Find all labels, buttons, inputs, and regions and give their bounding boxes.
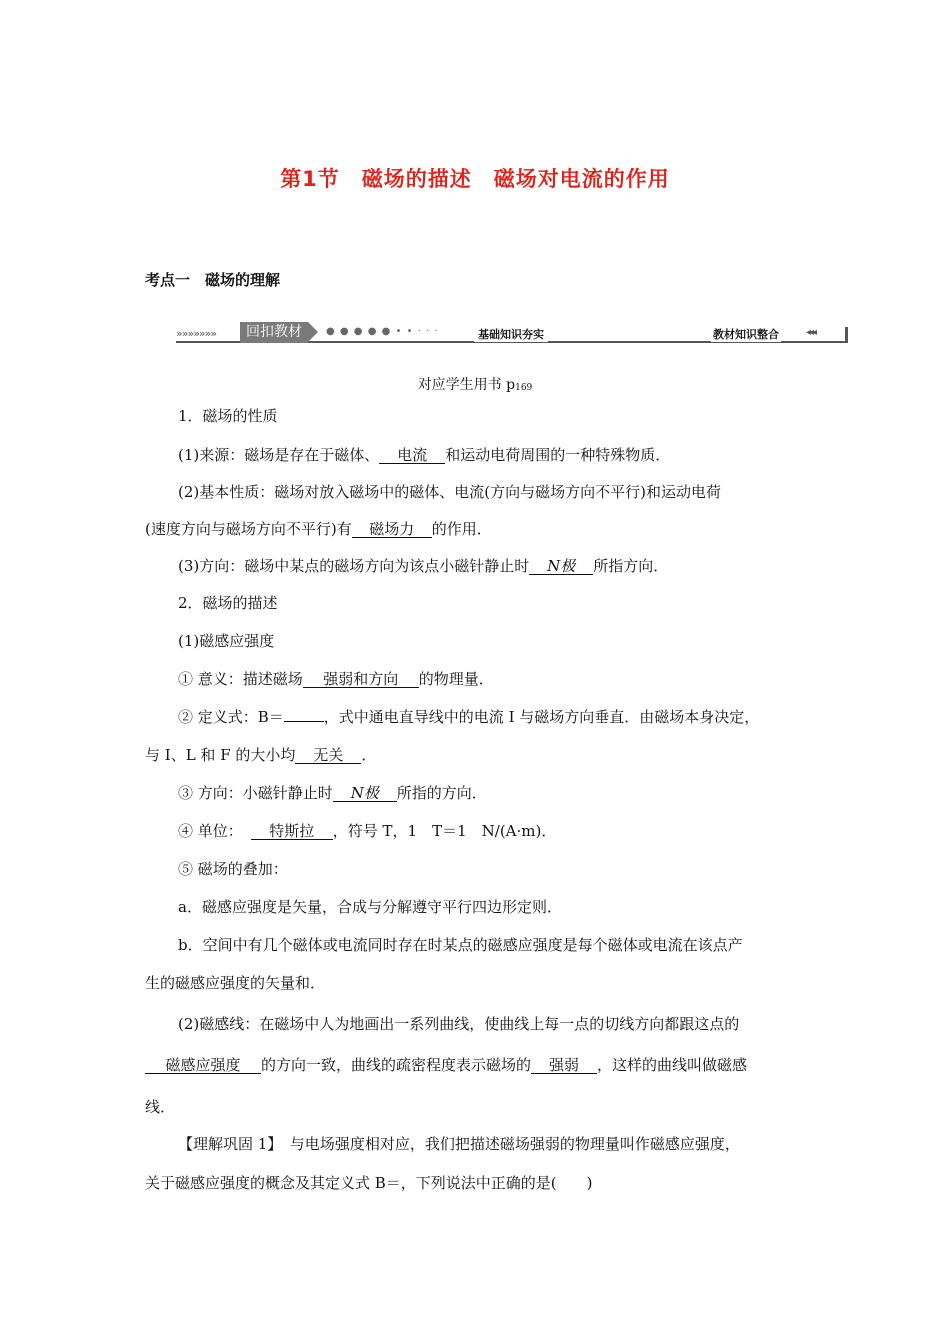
section-heading: 考点一 磁场的理解 — [145, 271, 281, 289]
text: ① 意义：描述磁场 — [178, 670, 303, 688]
text: (速度方向与磁场方向不平行)有 — [145, 520, 352, 538]
text: ，式中通电直导线中的电流 I 与磁场方向垂直．由磁场本身决定， — [323, 708, 760, 726]
page-title: 第1节 磁场的描述 磁场对电流的作用 — [280, 167, 670, 191]
line-unit — [178, 820, 950, 841]
answer-blank: 电流 — [379, 447, 445, 464]
line-property-cont — [145, 518, 950, 539]
left-arrows-icon: ◂◂◂ — [806, 327, 816, 338]
line-definition — [178, 706, 950, 727]
text: ，这样的曲线叫做磁感 — [597, 1056, 748, 1074]
dots-icon: ● ● ● ● ● • • · · · — [326, 326, 439, 337]
line-field-lines-end: 线． — [145, 1098, 176, 1116]
text: 所指方向． — [593, 557, 669, 575]
line-field-lines-cont — [145, 1054, 950, 1075]
banner-middle: 基础知识夯实 — [474, 326, 548, 342]
line-b-cont: 生的磁感应强度的矢量和． — [145, 974, 326, 992]
text: 与 I、L 和 F 的大小均 — [145, 746, 296, 764]
banner-end-bar — [845, 327, 848, 343]
answer-blank: 磁感应强度 — [145, 1057, 261, 1074]
textbook-reference — [0, 374, 950, 394]
tag-arrow-icon — [308, 322, 318, 342]
text: ② 定义式：B＝ — [178, 708, 284, 726]
chevrons-icon: »»»»»»» — [176, 327, 217, 340]
answer-blank: 无关 — [295, 747, 361, 764]
line-b: b．空间中有几个磁体或电流同时存在时某点的磁感应强度是每个磁体或电流在该点产 — [178, 936, 743, 954]
text: ③ 方向：小磁针静止时 — [178, 784, 333, 802]
sub-heading-1: (1)磁感应强度 — [178, 632, 275, 650]
exercise-line-1: 【理解巩固 1】 与电场强度相对应，我们把描述磁场强弱的物理量叫作磁感应强度， — [178, 1135, 740, 1153]
text: 的物理量． — [418, 670, 494, 688]
answer-blank: 强弱和方向 — [303, 671, 419, 688]
text: ④ 单位： — [178, 822, 243, 840]
line-source — [178, 444, 950, 465]
answer-blank — [284, 721, 324, 722]
answer-blank: N极 — [333, 785, 397, 802]
line-definition-cont — [145, 744, 950, 765]
answer-blank: 磁场力 — [352, 521, 432, 538]
ref-text: 对应学生用书 p — [417, 377, 516, 393]
text: ． — [361, 746, 377, 764]
text: 和运动电荷周围的一种特殊物质． — [445, 446, 671, 464]
line-a: a．磁感应强度是矢量，合成与分解遵守平行四边形定则． — [178, 898, 562, 916]
line-property: (2)基本性质：磁场对放入磁场中的磁体、电流(方向与磁场方向不平行)和运动电荷 — [178, 483, 721, 501]
heading-2: 2．磁场的描述 — [178, 594, 278, 612]
section-banner — [176, 322, 848, 346]
text: (3)方向：磁场中某点的磁场方向为该点小磁针静止时 — [178, 557, 530, 575]
line-direction — [178, 555, 950, 576]
text: ，符号 T，1 T＝1 N/(A·m)． — [332, 822, 557, 840]
answer-blank: 特斯拉 — [251, 823, 333, 840]
text: 的作用． — [431, 520, 492, 538]
text: (1)来源：磁场是存在于磁体、 — [178, 446, 380, 464]
answer-blank: N极 — [529, 558, 593, 575]
text: 所指的方向． — [396, 784, 487, 802]
line-meaning — [178, 668, 950, 689]
line-superposition: ⑤ 磁场的叠加： — [178, 860, 288, 878]
exercise-line-2: 关于磁感应强度的概念及其定义式 B＝，下列说法中正确的是( ) — [145, 1174, 593, 1192]
banner-right: 教材知识整合 — [713, 328, 779, 341]
banner-tag: 回扣教材 — [240, 322, 308, 343]
ref-page: 169 — [515, 383, 533, 393]
line-direction-2 — [178, 782, 950, 803]
answer-blank: 强弱 — [531, 1057, 597, 1074]
heading-1: 1．磁场的性质 — [178, 407, 278, 425]
text: 的方向一致，曲线的疏密程度表示磁场的 — [261, 1056, 532, 1074]
line-field-lines: (2)磁感线：在磁场中人为地画出一系列曲线，使曲线上每一点的切线方向都跟这点的 — [178, 1015, 740, 1033]
